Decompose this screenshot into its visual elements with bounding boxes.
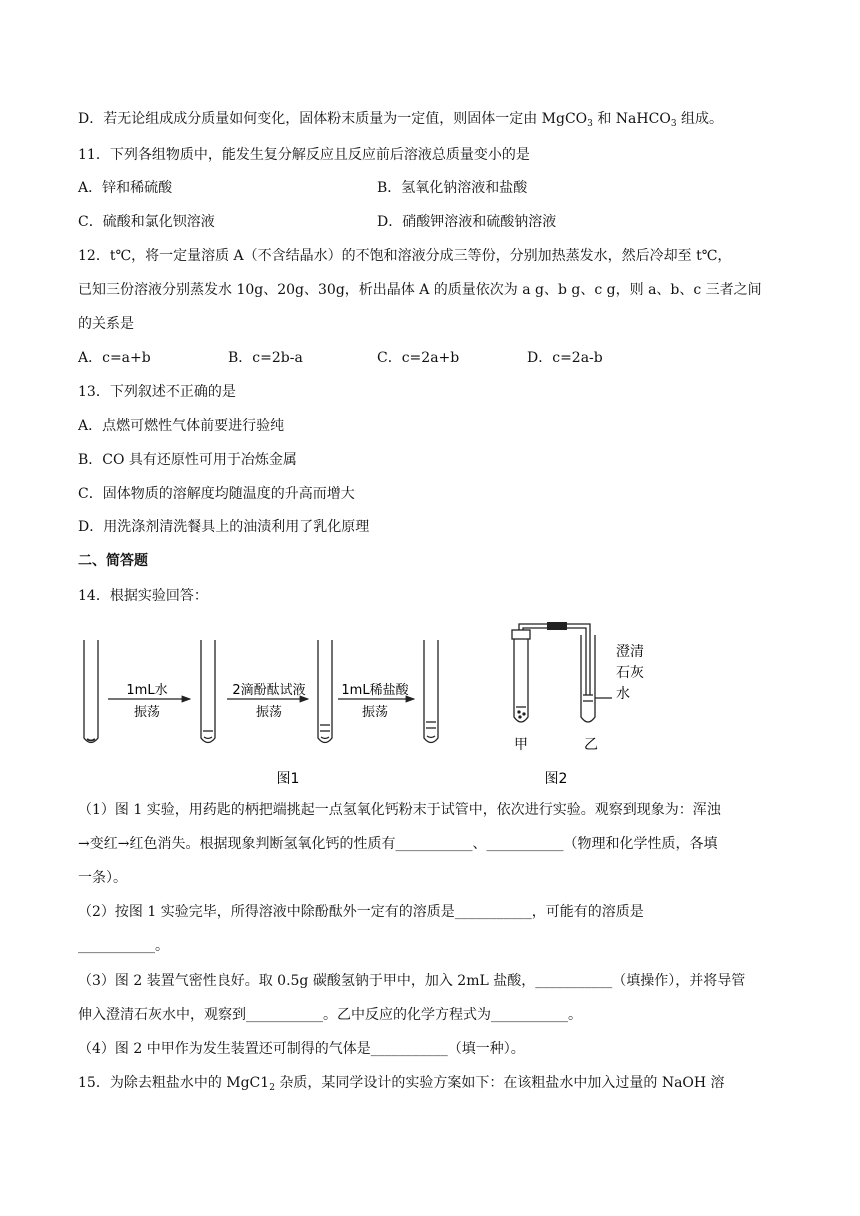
fig1-arrow1-top-label: 1mL水	[126, 683, 168, 698]
q13-option-a: A．点燃可燃性气体前要进行验纯	[78, 418, 285, 434]
fig1-test-tube-1	[84, 640, 98, 743]
fig1-test-tube-2	[201, 640, 215, 743]
q11-option-a: A．锌和稀硫酸	[78, 180, 173, 196]
q11-option-c: C．硫酸和氯化钡溶液	[78, 214, 215, 230]
q12-option-d: D．c=2a-b	[527, 350, 603, 366]
fig1-arrow2-top-label: 2滴酚酞试液	[232, 683, 306, 698]
q11-option-d: D．硝酸钾溶液和硫酸钠溶液	[377, 214, 557, 230]
q14-part1-line2: →变红→红色消失。根据现象判断氢氧化钙的性质有___________、___________（物理和化学性质，各填	[78, 836, 718, 852]
q10-d-sub-2: 3	[670, 119, 677, 129]
q12-stem-line1: 12．t℃，将一定量溶质 A（不含结晶水）的不饱和溶液分成三等份，分别加热蒸发水，然后冷却至 t℃，	[78, 248, 732, 264]
fig2-label-jia: 甲	[514, 737, 528, 753]
fig2-side-label-1: 澄清	[616, 644, 644, 660]
q14-stem: 14．根据实验回答：	[78, 588, 208, 604]
q15-text-2: 杂质，某同学设计的实验方案如下：在该粗盐水中加入过量的 NaOH 溶	[274, 1075, 725, 1091]
q15-sub: 2	[269, 1083, 275, 1093]
q12-option-b: B．c=2b-a	[228, 350, 303, 366]
q12-option-c: C．c=2a+b	[377, 350, 460, 366]
section-title: 二、简答题	[78, 553, 148, 569]
q13-option-b: B．CO 具有还原性可用于冶炼金属	[78, 452, 297, 468]
fig2-label-yi: 乙	[584, 737, 598, 753]
fig2-caption: 图2	[544, 771, 568, 787]
q10-d-text-3: 组成。	[676, 111, 723, 127]
fig1-arrow2-bottom-label: 振荡	[255, 705, 283, 720]
q11-stem: 11．下列各组物质中，能发生复分解反应且反应前后溶液总质量变小的是	[78, 147, 530, 163]
q13-stem: 13．下列叙述不正确的是	[78, 384, 236, 400]
q10-option-d	[78, 109, 723, 129]
q15-stem	[78, 1073, 725, 1093]
q12-stem-line2: 已知三份溶液分别蒸发水 10g、20g、30g，析出晶体 A 的质量依次为 a g、b g、c g，则 a、b、c 三者之间	[78, 282, 762, 298]
q13-option-c: C．固体物质的溶解度均随温度的升高而增大	[78, 486, 355, 502]
q10-d-sub-1: 3	[587, 119, 593, 129]
q10-d-text-2: 和 NaHCO	[592, 111, 671, 127]
q14-part1-line1: （1）图 1 实验，用药匙的柄把端挑起一点氢氧化钙粉末于试管中，依次进行实验。观察到现象为：浑浊	[78, 802, 721, 818]
q14-part1-line3: 一条）。	[78, 870, 127, 886]
fig1-arrow1-bottom-label: 振荡	[133, 705, 161, 720]
q12-stem-line3: 的关系是	[78, 316, 134, 332]
fig2-side-label-2: 石灰	[616, 665, 644, 681]
q14-part3-line2: 伸入澄清石灰水中，观察到___________。乙中反应的化学方程式为___________。	[78, 1007, 582, 1023]
fig1-test-tube-3	[318, 640, 332, 743]
fig2-side-label-3: 水	[616, 686, 630, 702]
fig1-arrow3-top-label: 1mL稀盐酸	[341, 683, 409, 698]
q12-option-a: A．c=a+b	[78, 350, 151, 366]
q14-part2-line1: （2）按图 1 实验完毕，所得溶液中除酚酞外一定有的溶质是___________，可能有的溶质是	[78, 904, 644, 920]
fig1-test-tube-4	[424, 640, 438, 743]
fig2-tube-jia	[512, 630, 530, 722]
q11-option-b: B．氢氧化钠溶液和盐酸	[377, 180, 528, 196]
q14-part2-line2: ___________。	[78, 938, 169, 954]
q14-part4-line1: （4）图 2 中甲作为发生装置还可制得的气体是___________（填一种）。	[78, 1041, 525, 1057]
q14-part3-line1: （3）图 2 装置气密性良好。取 0.5g 碳酸氢钠于甲中，加入 2mL 盐酸，___________（填操作），并将导管	[78, 973, 746, 989]
q13-option-d: D．用洗涤剂清洗餐具上的油渍利用了乳化原理	[78, 519, 370, 535]
figures-diagram	[0, 615, 860, 795]
q15-text-1: 15．为除去粗盐水中的 MgC1	[78, 1075, 270, 1091]
q10-d-text-1: D．若无论组成成分质量如何变化，固体粉末质量为一定值，则固体一定由 MgCO	[78, 111, 588, 127]
fig1-arrow3-bottom-label: 振荡	[361, 705, 389, 720]
fig1-caption: 图1	[276, 771, 300, 787]
